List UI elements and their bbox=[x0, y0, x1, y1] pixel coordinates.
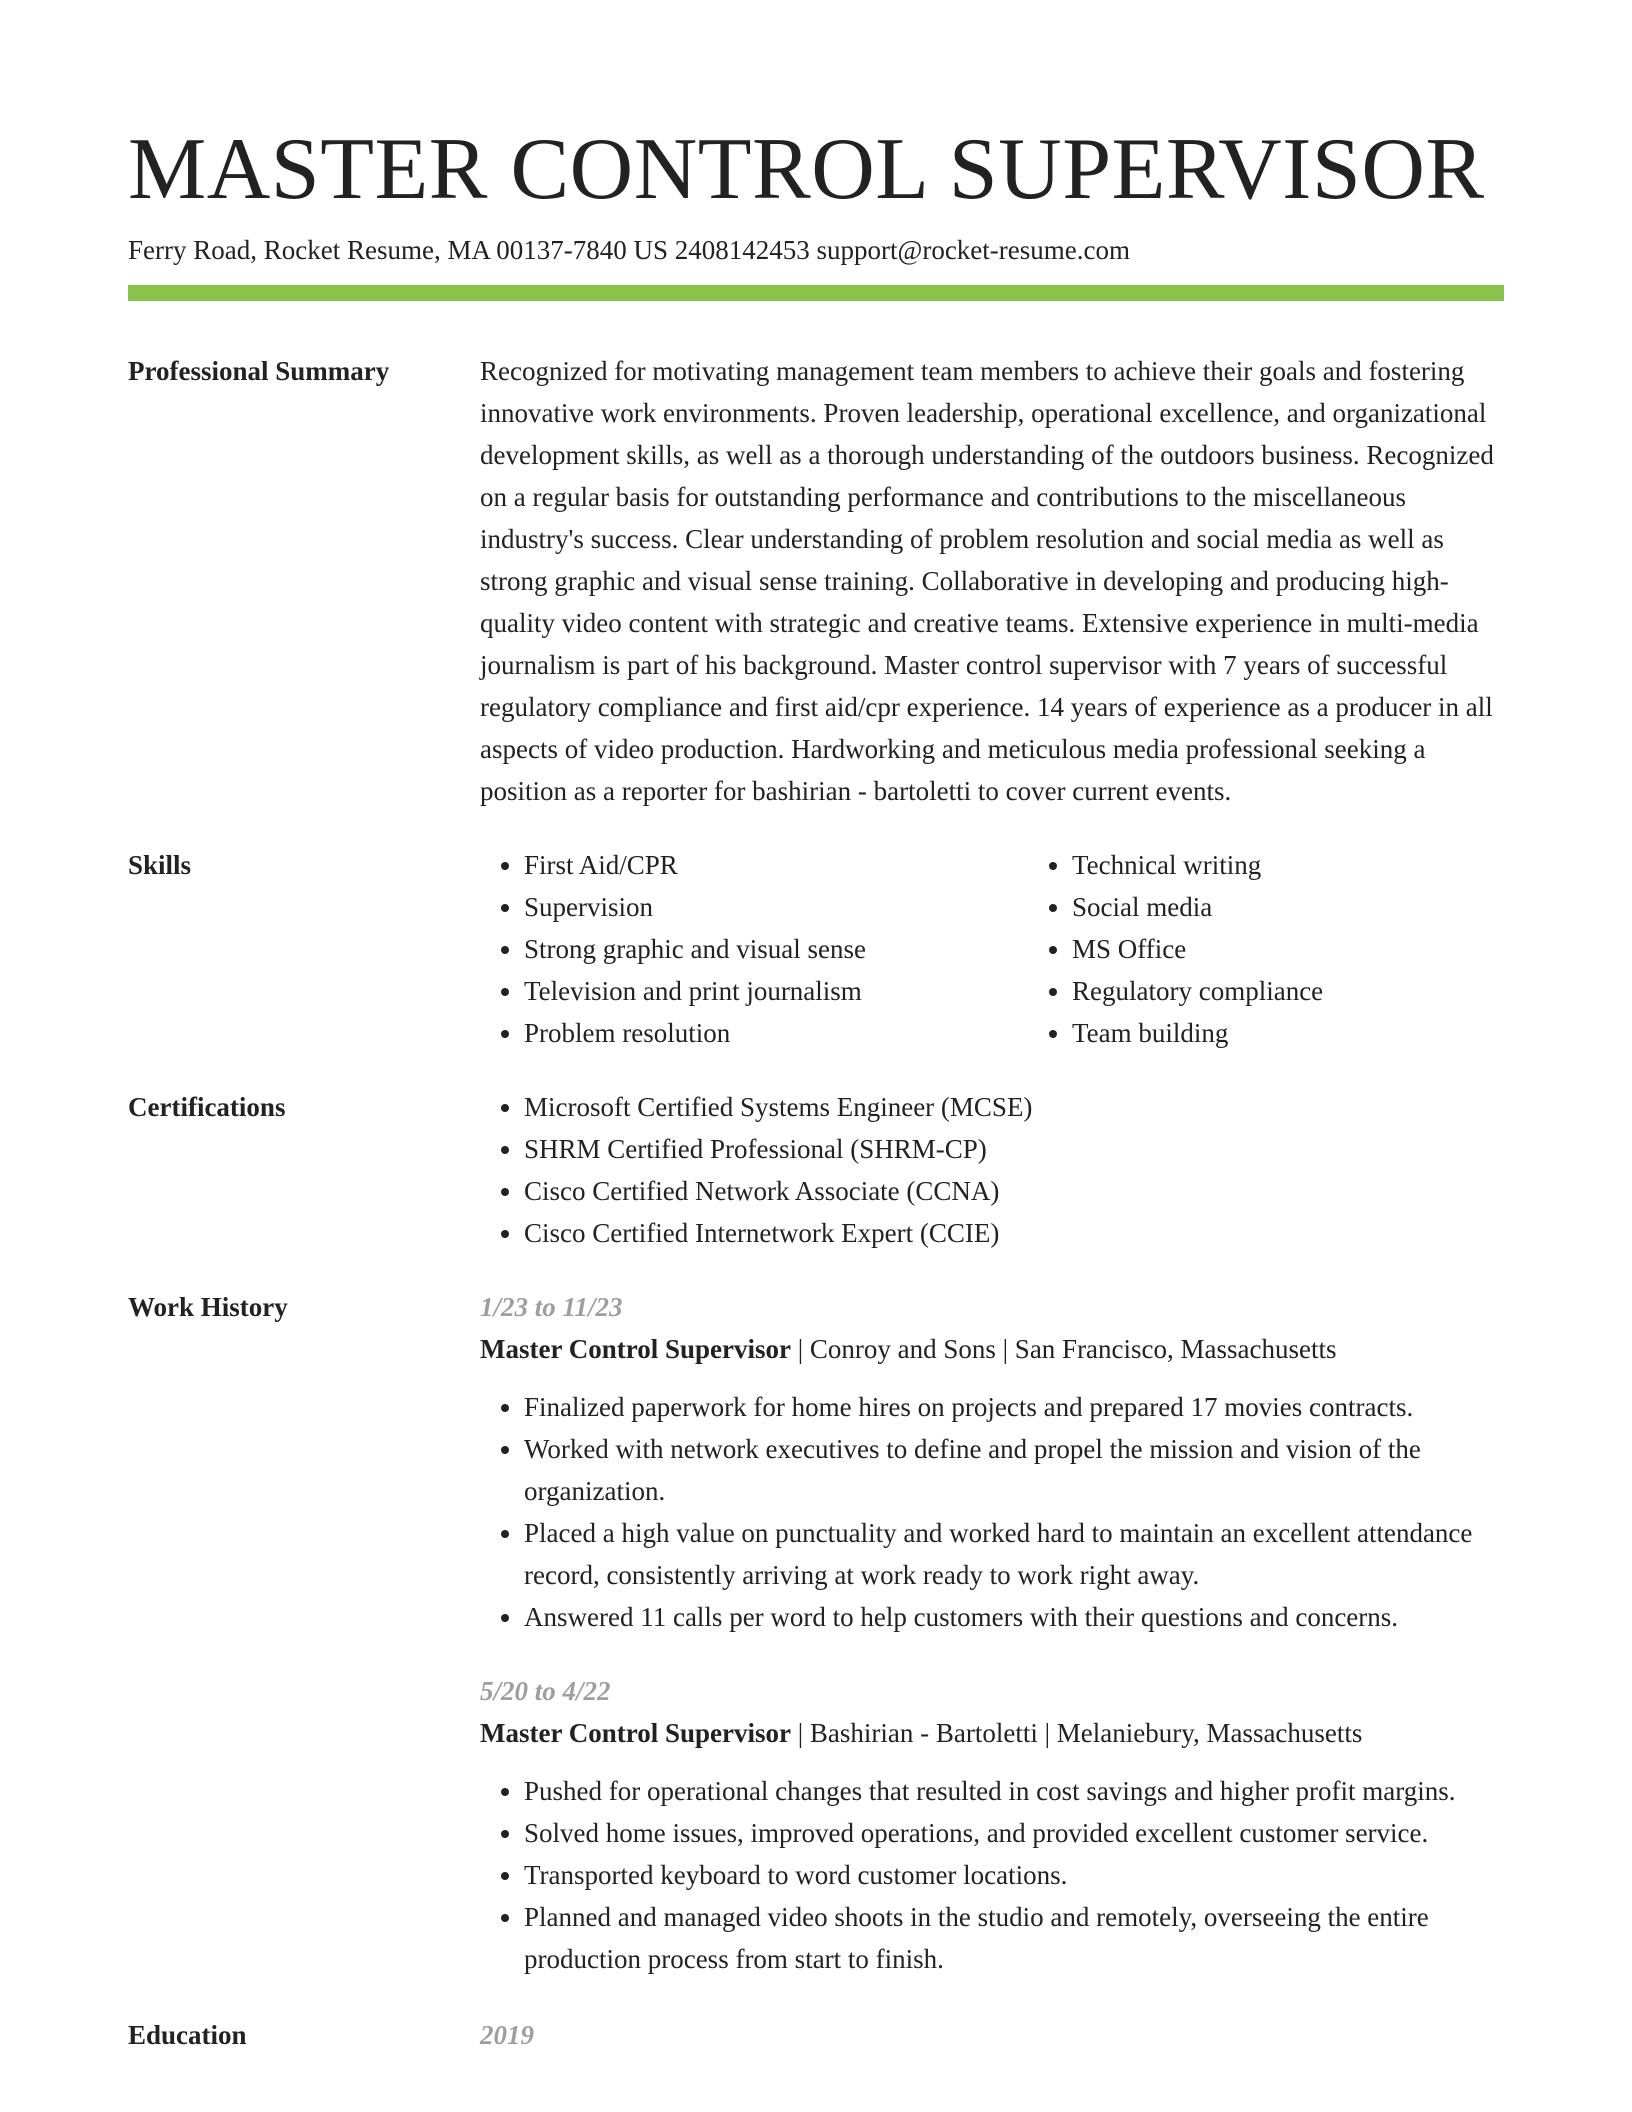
skill-item: • MS Office bbox=[1072, 928, 1576, 970]
certification-item: • Microsoft Certified Systems Engineer (MCSE) bbox=[524, 1086, 1504, 1128]
job-details: | Conroy and Sons | San Francisco, Massachusetts bbox=[790, 1334, 1337, 1364]
skills-body bbox=[480, 844, 1576, 1054]
job-title: Master Control Supervisor bbox=[480, 1334, 791, 1364]
skill-item: • Strong graphic and visual sense bbox=[524, 928, 1028, 970]
skill-item: • First Aid/CPR bbox=[524, 844, 1028, 886]
job-bullets bbox=[480, 1386, 1504, 1638]
certification-item: • SHRM Certified Professional (SHRM-CP) bbox=[524, 1128, 1504, 1170]
contact-info: Ferry Road, Rocket Resume, MA 00137-7840 US 2408142453 support@rocket-resume.com bbox=[128, 235, 1130, 265]
skill-item: • Regulatory compliance bbox=[1072, 970, 1576, 1012]
skill-item: • Problem resolution bbox=[524, 1012, 1028, 1054]
skills-list-left bbox=[480, 844, 1028, 1054]
summary-body bbox=[480, 350, 1504, 812]
summary-label: Professional Summary bbox=[128, 356, 390, 386]
job-bullet: • Placed a high value on punctuality and worked hard to maintain an excellent attendance record, consistently arriving at work ready to work right away. bbox=[524, 1512, 1504, 1596]
job-date: 1/23 to 11/23 bbox=[480, 1292, 623, 1322]
job-bullet: • Transported keyboard to word customer locations. bbox=[524, 1854, 1504, 1896]
job-bullet: • Pushed for operational changes that resulted in cost savings and higher profit margins. bbox=[524, 1770, 1504, 1812]
job-bullet: • Finalized paperwork for home hires on projects and prepared 17 movies contracts. bbox=[524, 1386, 1504, 1428]
skills-columns bbox=[480, 844, 1576, 1054]
job-title-line bbox=[480, 1328, 1504, 1370]
job-bullets bbox=[480, 1770, 1504, 1980]
certification-item: • Cisco Certified Internetwork Expert (CCIE) bbox=[524, 1212, 1504, 1254]
summary-section bbox=[128, 350, 1504, 812]
skill-item: • Television and print journalism bbox=[524, 970, 1028, 1012]
skill-item: • Team building bbox=[1072, 1012, 1576, 1054]
work-history-body bbox=[480, 1286, 1504, 1980]
job-title: Master Control Supervisor bbox=[480, 1718, 791, 1748]
job-date: 5/20 to 4/22 bbox=[480, 1676, 611, 1706]
skills-section bbox=[128, 844, 1504, 1054]
job-bullet: • Answered 11 calls per word to help customers with their questions and concerns. bbox=[524, 1596, 1504, 1638]
job-bullet: • Worked with network executives to define and propel the mission and vision of the organization. bbox=[524, 1428, 1504, 1512]
resume-name: MASTER CONTROL SUPERVISOR bbox=[128, 121, 1485, 218]
education-label: Education bbox=[128, 2020, 247, 2050]
job-bullet: • Planned and managed video shoots in the studio and remotely, overseeing the entire production process from start to finish. bbox=[524, 1896, 1504, 1980]
header-divider bbox=[128, 285, 1504, 301]
resume-page bbox=[128, 0, 1504, 2056]
certification-item: • Cisco Certified Network Associate (CCNA) bbox=[524, 1170, 1504, 1212]
job-title-line bbox=[480, 1712, 1504, 1754]
job-entry bbox=[480, 1286, 1504, 1638]
education-date: 2019 bbox=[480, 2020, 534, 2050]
job-details: | Bashirian - Bartoletti | Melaniebury, Massachusetts bbox=[790, 1718, 1363, 1748]
job-entry bbox=[480, 1670, 1504, 1980]
summary-text: Recognized for motivating management team members to achieve their goals and fostering innovative work environments. Proven leadership, operational excellence, and organizational development skills, as well as a thorough understanding of the outdoors business. Recognized on a regular basis for outstanding performance and contributions to the miscellaneous industry's success. Clear understanding of problem resolution and social media as well as strong graphic and visual sense training. Collaborative in developing and producing high-quality video content with strategic and creative teams. Extensive experience in multi-media journalism is part of his background. Master control supervisor with 7 years of successful regulatory compliance and first aid/cpr experience. 14 years of experience as a producer in all aspects of video production. Hardworking and meticulous media professional seeking a position as a reporter for bashirian - bartoletti to cover current events. bbox=[480, 356, 1494, 806]
work-history-label: Work History bbox=[128, 1292, 288, 1322]
work-history-section bbox=[128, 1286, 1504, 1980]
certifications-list bbox=[480, 1086, 1504, 1254]
skill-item: • Technical writing bbox=[1072, 844, 1576, 886]
skills-label: Skills bbox=[128, 850, 192, 880]
skill-item: • Supervision bbox=[524, 886, 1028, 928]
job-bullet: • Solved home issues, improved operations, and provided excellent customer service. bbox=[524, 1812, 1504, 1854]
skill-item: • Social media bbox=[1072, 886, 1576, 928]
certifications-section bbox=[128, 1086, 1504, 1254]
education-section bbox=[128, 2014, 1504, 2056]
certifications-label: Certifications bbox=[128, 1092, 286, 1122]
skills-list-right bbox=[1028, 844, 1576, 1054]
education-body bbox=[480, 2014, 1504, 2056]
certifications-body bbox=[480, 1086, 1504, 1254]
